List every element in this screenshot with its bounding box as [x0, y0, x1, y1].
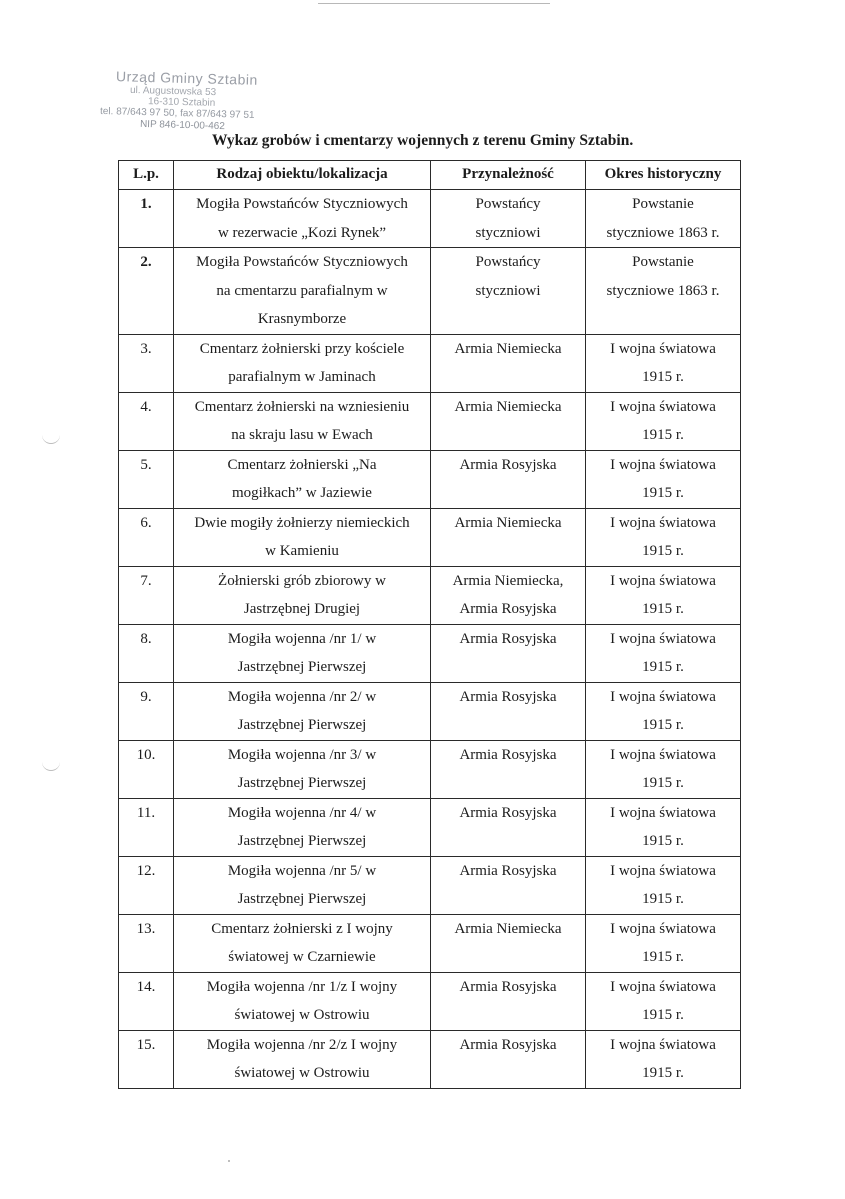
cell-object-line: Cmentarz żołnierski z I wojny: [211, 920, 393, 937]
scan-edge-line: [318, 3, 550, 4]
cell-lp: [119, 392, 174, 450]
cell-period-line: I wojna światowa: [610, 804, 716, 821]
cell-affiliation-line: Armia Rosyjska: [459, 804, 557, 821]
table-row: [119, 450, 741, 508]
cell-object-line: Cmentarz żołnierski „Na: [227, 456, 377, 473]
table-body: [119, 190, 741, 1089]
cell-lp-line: 15.: [136, 1036, 156, 1053]
cell-affiliation-line: styczniowi: [475, 282, 541, 299]
punch-hole-mark: [42, 433, 60, 444]
cell-object-line: Mogiła wojenna /nr 5/ w: [227, 862, 377, 879]
stamp-nip: NIP 846-10-00-462: [139, 118, 226, 133]
cell-object: [174, 190, 431, 248]
cell-lp-line: 11.: [136, 804, 156, 821]
table-header-row: [119, 161, 741, 190]
cell-period-line: I wojna światowa: [610, 572, 716, 589]
cell-period: [586, 334, 741, 392]
cell-object: [174, 972, 431, 1030]
scan-speck: [228, 1160, 230, 1162]
cell-object: [174, 1030, 431, 1088]
cell-affiliation-line: Armia Rosyjska: [459, 456, 557, 473]
cell-period-line: I wojna światowa: [610, 456, 716, 473]
cell-object: [174, 914, 431, 972]
cell-lp: [119, 1030, 174, 1088]
cell-period-line: I wojna światowa: [610, 862, 716, 879]
cell-period: [586, 190, 741, 248]
stamp-phone: tel. 87/643 97 50, fax 87/643 97 51: [99, 105, 255, 122]
cell-period: [586, 450, 741, 508]
cell-object: [174, 682, 431, 740]
cell-lp: [119, 856, 174, 914]
cell-object: [174, 392, 431, 450]
cell-object-line: Cmentarz żołnierski przy kościele: [199, 340, 405, 357]
cell-lp: [119, 190, 174, 248]
cell-affiliation: [431, 450, 586, 508]
cell-period-line: I wojna światowa: [610, 1036, 716, 1053]
cell-object-line: na cmentarzu parafialnym w: [216, 282, 388, 299]
cell-object-line: Jastrzębnej Pierwszej: [237, 891, 367, 907]
cell-lp-line: 3.: [140, 340, 152, 357]
cell-period-line: I wojna światowa: [610, 978, 716, 995]
cell-affiliation: [431, 248, 586, 335]
cell-affiliation: [431, 566, 586, 624]
cell-object-line: światowej w Czarniewie: [228, 949, 376, 965]
header-lp: L.p.: [119, 161, 174, 190]
cell-period-line: styczniowe 1863 r.: [606, 282, 720, 299]
cell-object-line: Cmentarz żołnierski na wzniesieniu: [194, 398, 410, 415]
war-graves-table: [118, 160, 741, 1089]
cell-affiliation-line: styczniowi: [475, 224, 541, 241]
cell-affiliation: [431, 392, 586, 450]
cell-period-line: I wojna światowa: [610, 514, 716, 531]
cell-object-line: Mogiła wojenna /nr 1/ w: [227, 630, 377, 647]
cell-object-line: w rezerwacie „Kozi Rynek”: [217, 224, 387, 241]
cell-object-line: Mogiła wojenna /nr 2/z I wojny: [206, 1036, 398, 1053]
cell-object-line: światowej w Ostrowiu: [234, 1007, 370, 1023]
cell-period-line: 1915 r.: [642, 485, 684, 501]
cell-affiliation-line: Armia Niemiecka: [454, 398, 562, 415]
cell-affiliation-line: Powstańcy: [475, 254, 541, 270]
cell-affiliation: [431, 740, 586, 798]
cell-lp: [119, 798, 174, 856]
cell-object: [174, 798, 431, 856]
cell-object-line: Mogiła wojenna /nr 4/ w: [227, 804, 377, 821]
cell-period-line: 1915 r.: [642, 717, 684, 733]
cell-object: [174, 624, 431, 682]
cell-lp-line: 14.: [136, 978, 156, 995]
table-row: [119, 624, 741, 682]
cell-lp: [119, 566, 174, 624]
cell-object-line: na skraju lasu w Ewach: [231, 427, 373, 443]
cell-affiliation-line: Armia Niemiecka,: [452, 572, 564, 589]
cell-period-line: I wojna światowa: [610, 398, 716, 415]
cell-affiliation: [431, 334, 586, 392]
cell-period-line: I wojna światowa: [610, 630, 716, 647]
cell-period-line: 1915 r.: [642, 369, 684, 385]
stamp-office-name: Urząd Gminy Sztabin: [115, 68, 258, 88]
table-row: [119, 392, 741, 450]
cell-affiliation-line: Armia Rosyjska: [459, 601, 557, 617]
cell-period: [586, 856, 741, 914]
cell-affiliation: [431, 190, 586, 248]
cell-period-line: 1915 r.: [642, 427, 684, 443]
cell-affiliation: [431, 508, 586, 566]
cell-object-line: Jastrzębnej Pierwszej: [237, 659, 367, 675]
cell-affiliation: [431, 856, 586, 914]
cell-object: [174, 450, 431, 508]
cell-period: [586, 740, 741, 798]
cell-affiliation-line: Armia Rosyjska: [459, 978, 557, 995]
table-row: [119, 248, 741, 335]
cell-lp-line: 10.: [136, 746, 156, 763]
cell-affiliation-line: Armia Niemiecka: [454, 340, 562, 357]
cell-period: [586, 248, 741, 335]
cell-period-line: I wojna światowa: [610, 688, 716, 705]
cell-object-line: Jastrzębnej Pierwszej: [237, 717, 367, 733]
cell-object-line: Krasnymborze: [257, 311, 347, 327]
cell-period-line: I wojna światowa: [610, 920, 716, 937]
cell-affiliation: [431, 914, 586, 972]
table-row: [119, 190, 741, 248]
document-title: Wykaz grobów i cmentarzy wojennych z terenu Gminy Sztabin.: [212, 132, 634, 149]
punch-hole-mark: [42, 760, 60, 771]
cell-lp: [119, 450, 174, 508]
cell-lp-line: 4.: [140, 398, 152, 415]
cell-affiliation-line: Powstańcy: [475, 196, 541, 212]
cell-affiliation-line: Armia Rosyjska: [459, 688, 557, 705]
cell-period-line: 1915 r.: [642, 659, 684, 675]
cell-lp: [119, 740, 174, 798]
cell-lp: [119, 972, 174, 1030]
cell-object-line: Mogiła wojenna /nr 2/ w: [227, 688, 377, 705]
cell-lp: [119, 248, 174, 335]
cell-period-line: styczniowe 1863 r.: [606, 224, 720, 241]
cell-period-line: I wojna światowa: [610, 340, 716, 357]
cell-period-line: 1915 r.: [642, 543, 684, 559]
cell-affiliation-line: Armia Rosyjska: [459, 1036, 557, 1053]
cell-period: [586, 914, 741, 972]
cell-object-line: Mogiła wojenna /nr 1/z I wojny: [206, 978, 398, 995]
cell-period: [586, 682, 741, 740]
cell-period-line: Powstanie: [632, 254, 694, 270]
cell-object-line: Żołnierski grób zbiorowy w: [218, 572, 386, 589]
table-row: [119, 566, 741, 624]
cell-lp-line: 1.: [140, 196, 152, 212]
cell-object-line: Mogiła Powstańców Styczniowych: [196, 196, 408, 212]
cell-affiliation-line: Armia Niemiecka: [454, 920, 562, 937]
cell-object: [174, 248, 431, 335]
cell-lp-line: 8.: [140, 630, 152, 647]
cell-object-line: mogiłkach” w Jaziewie: [232, 485, 372, 501]
cell-affiliation-line: Armia Rosyjska: [459, 862, 557, 879]
cell-object-line: światowej w Ostrowiu: [234, 1065, 370, 1081]
cell-lp-line: 5.: [140, 456, 152, 473]
cell-lp-line: 6.: [140, 514, 152, 531]
table-row: [119, 856, 741, 914]
table-row: [119, 972, 741, 1030]
cell-period-line: 1915 r.: [642, 949, 684, 965]
cell-lp: [119, 334, 174, 392]
cell-affiliation-line: Armia Niemiecka: [454, 514, 562, 531]
cell-object: [174, 856, 431, 914]
cell-period: [586, 508, 741, 566]
cell-lp: [119, 914, 174, 972]
cell-object-line: w Kamieniu: [265, 543, 339, 559]
table-row: [119, 682, 741, 740]
cell-period-line: 1915 r.: [642, 833, 684, 849]
cell-affiliation: [431, 972, 586, 1030]
cell-period: [586, 1030, 741, 1088]
cell-period-line: I wojna światowa: [610, 746, 716, 763]
office-stamp: [100, 70, 290, 140]
cell-period-line: Powstanie: [632, 196, 694, 212]
cell-period: [586, 798, 741, 856]
cell-object: [174, 740, 431, 798]
header-affiliation: Przynależność: [431, 161, 586, 190]
cell-affiliation: [431, 1030, 586, 1088]
header-object: Rodzaj obiektu/lokalizacja: [174, 161, 431, 190]
cell-period-line: 1915 r.: [642, 1065, 684, 1081]
cell-period: [586, 624, 741, 682]
cell-lp-line: 13.: [136, 920, 156, 937]
cell-affiliation-line: Armia Rosyjska: [459, 746, 557, 763]
cell-object: [174, 566, 431, 624]
table-row: [119, 508, 741, 566]
cell-affiliation: [431, 682, 586, 740]
stamp-street: ul. Augustowska 53: [129, 84, 217, 99]
cell-period-line: 1915 r.: [642, 775, 684, 791]
table-row: [119, 740, 741, 798]
cell-affiliation: [431, 798, 586, 856]
cell-object: [174, 334, 431, 392]
table-row: [119, 334, 741, 392]
cell-period: [586, 566, 741, 624]
table-row: [119, 798, 741, 856]
cell-period-line: 1915 r.: [642, 601, 684, 617]
cell-object-line: Mogiła wojenna /nr 3/ w: [227, 746, 377, 763]
cell-object-line: parafialnym w Jaminach: [228, 369, 376, 385]
cell-object-line: Jastrzębnej Drugiej: [243, 601, 361, 617]
header-period: Okres historyczny: [586, 161, 741, 190]
cell-lp-line: 9.: [140, 688, 152, 705]
cell-lp-line: 2.: [140, 254, 152, 270]
cell-affiliation-line: Armia Rosyjska: [459, 630, 557, 647]
cell-object-line: Jastrzębnej Pierwszej: [237, 833, 367, 849]
table-row: [119, 1030, 741, 1088]
cell-object-line: Dwie mogiły żołnierzy niemieckich: [194, 514, 410, 531]
cell-lp-line: 12.: [136, 862, 156, 879]
cell-affiliation: [431, 624, 586, 682]
cell-period-line: 1915 r.: [642, 1007, 684, 1023]
cell-period: [586, 972, 741, 1030]
cell-object-line: Jastrzębnej Pierwszej: [237, 775, 367, 791]
table-row: [119, 914, 741, 972]
cell-period: [586, 392, 741, 450]
cell-lp: [119, 682, 174, 740]
cell-object: [174, 508, 431, 566]
cell-period-line: 1915 r.: [642, 891, 684, 907]
cell-lp: [119, 624, 174, 682]
stamp-city: 16-310 Sztabin: [147, 96, 216, 109]
cell-lp-line: 7.: [140, 572, 152, 589]
cell-lp: [119, 508, 174, 566]
cell-object-line: Mogiła Powstańców Styczniowych: [196, 254, 408, 270]
